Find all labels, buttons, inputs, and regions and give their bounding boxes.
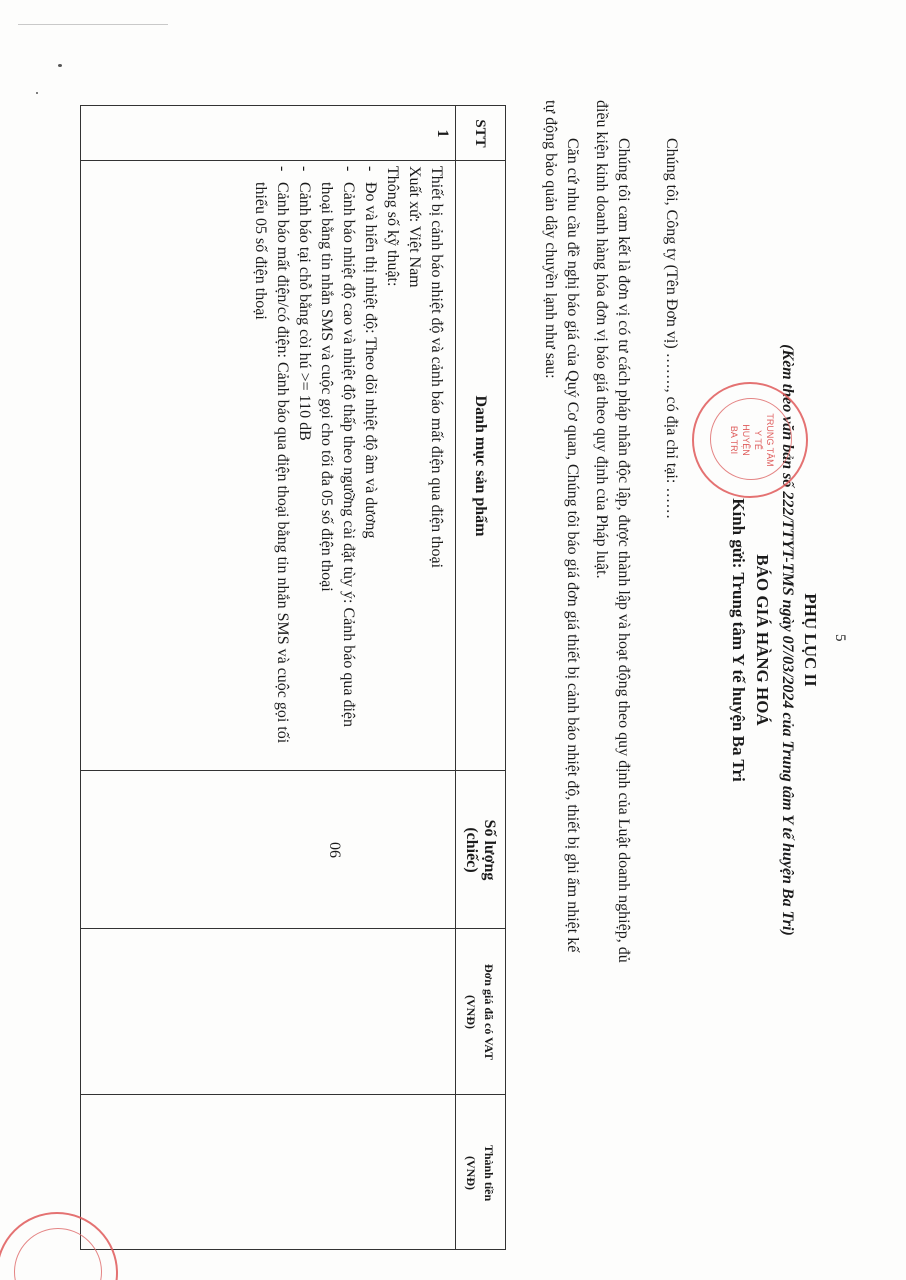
- stamp-line-2: Y TẾ: [753, 430, 763, 450]
- stamp-line-4: BA TRI: [729, 425, 739, 455]
- spec-item: - Đo và hiển thị nhiệt độ: Theo dõi nhiệt độ âm và dương: [359, 166, 381, 756]
- spec-item: - Cảnh báo nhiệt độ cao và nhiệt độ thấp theo ngưỡng cài đặt tùy ý: Cảnh báo qua điện thoại bằng tin nhắn SMS và cuộc gọi cho tối đa 05 số điện thoại: [315, 166, 359, 756]
- product-origin: Xuất xứ: Việt Nam: [406, 166, 423, 288]
- row-product: [249, 166, 447, 756]
- addressee-line: Kính gửi: Trung tâm Y tế huyện Ba Tri: [729, 498, 748, 782]
- header-unit-price-line-1: Đơn giá đã có VAT: [482, 964, 496, 1060]
- row-quantity: 06: [326, 842, 343, 858]
- header-stt: STT: [472, 119, 488, 148]
- reference-line: (Kèm theo văn bản số 222/TTYT-TMS ngày 07/03/2024 của Trung tâm Y tế huyện Ba Tri): [779, 344, 796, 936]
- document-title: BÁO GIÁ HÀNG HOÁ: [753, 554, 772, 726]
- col-quantity: [81, 771, 505, 929]
- header-unit-price: [455, 929, 505, 1095]
- spec-item: - Cảnh báo mất điện/có điện: Cảnh báo qua điện thoại bằng tin nhắn SMS và cuộc gọi tối thiểu 05 số điện thoại: [249, 166, 293, 756]
- stamp-line-1: TRUNG TÂM: [765, 413, 775, 467]
- request-line-2: tự động bảo quản dây chuyền lạnh như sau:: [542, 100, 559, 379]
- header-quantity: [455, 771, 505, 929]
- product-name: Thiết bị cảnh báo nhiệt độ và cảnh báo mất điện qua điện thoại: [428, 166, 445, 569]
- header-total: [455, 1095, 505, 1251]
- appendix-title: PHỤ LỤC II: [801, 593, 820, 687]
- stamp-line-3: HUYỆN: [741, 424, 751, 456]
- quotation-table: [80, 105, 506, 1250]
- request-line-1: Căn cứ nhu cầu đề nghị báo giá của Quý Cơ quan, Chúng tôi báo giá đơn giá thiết bị cảnh báo nhiệt độ, thiết bị ghi ẩm nhiệt kế: [564, 138, 581, 953]
- header-total-line-1: Thành tiền: [482, 1144, 496, 1202]
- page-number: 5: [832, 634, 848, 642]
- spec-label: Thông số kỹ thuật:: [384, 166, 401, 287]
- header-product: Danh mục sản phẩm: [472, 395, 489, 537]
- intro-paragraph: Chúng tôi, Công ty (Tên Đơn vị) ……., có địa chỉ tại: ……: [663, 138, 680, 520]
- header-total-line-2: (VNĐ): [464, 1156, 478, 1190]
- commitment-line-2: điều kiện kinh doanh hàng hóa đơn vị báo giá theo quy định của Pháp luật.: [593, 100, 610, 579]
- header-unit-price-line-2: (VNĐ): [464, 995, 478, 1029]
- header-quantity-line-2: (chiếc): [463, 827, 480, 873]
- official-stamp: [692, 382, 808, 498]
- col-unit-price: [81, 929, 505, 1095]
- header-quantity-line-1: Số lượng: [481, 819, 498, 881]
- spec-item: - Cảnh báo tại chỗ bằng còi hú >= 110 dB: [293, 166, 315, 756]
- commitment-line-1: Chúng tôi cam kết là đơn vị có tư cách pháp nhân độc lập, được thành lập và hoạt động theo quy định của Luật doanh nghiệp, đủ: [615, 138, 632, 963]
- row-stt: 1: [434, 129, 451, 138]
